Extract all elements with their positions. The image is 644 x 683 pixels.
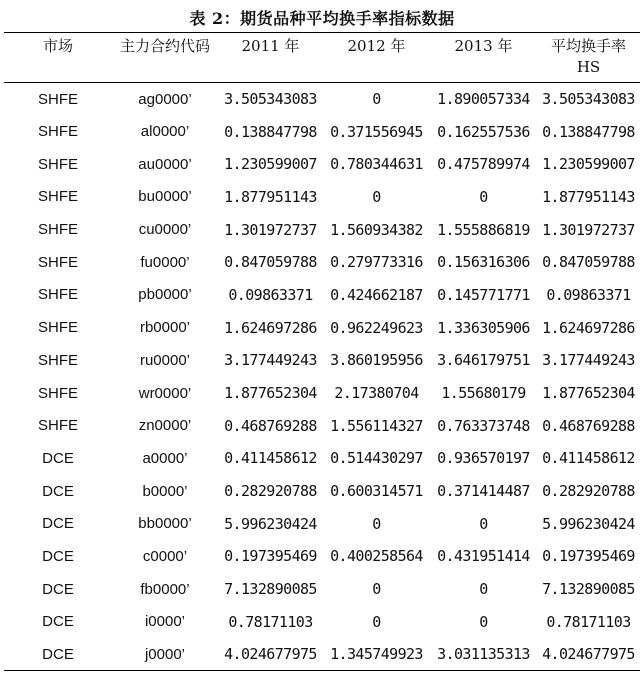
value-2012-cell: 1.556114327 bbox=[330, 416, 423, 435]
value-2013-cell: 0 bbox=[479, 514, 488, 533]
value-2012-cell: 0 bbox=[372, 90, 381, 109]
value-2011-cell: 0.468769288 bbox=[224, 416, 317, 435]
contract-code-cell: fb0000’ bbox=[140, 580, 190, 598]
contract-code-cell: wr0000’ bbox=[138, 384, 192, 402]
table-row bbox=[4, 344, 640, 377]
value-2013-cell: 0.763373748 bbox=[437, 416, 530, 435]
avg-turnover-cell: 1.877951143 bbox=[542, 187, 635, 206]
avg-turnover-cell: 0.468769288 bbox=[542, 416, 635, 435]
turnover-table bbox=[4, 32, 640, 671]
value-2012-cell: 0 bbox=[372, 580, 381, 599]
value-2011-cell: 1.301972737 bbox=[224, 220, 317, 239]
market-cell: SHFE bbox=[37, 155, 78, 173]
contract-code-cell: bb0000’ bbox=[138, 515, 192, 533]
market-cell: SHFE bbox=[37, 90, 78, 108]
contract-code-cell: pb0000’ bbox=[138, 286, 192, 304]
contract-code-cell: c0000’ bbox=[142, 547, 188, 565]
table-row bbox=[4, 148, 640, 181]
value-2012-cell: 0.600314571 bbox=[330, 482, 423, 501]
contract-code-cell: zn0000’ bbox=[138, 417, 192, 435]
table-row bbox=[4, 377, 640, 410]
value-2011-cell: 0.197395469 bbox=[224, 547, 317, 566]
value-2011-cell: 4.024677975 bbox=[224, 645, 317, 664]
table-row bbox=[4, 246, 640, 279]
avg-turnover-cell: 0.197395469 bbox=[542, 547, 635, 566]
market-cell: SHFE bbox=[37, 384, 78, 402]
avg-turnover-cell: 0.282920788 bbox=[542, 482, 635, 501]
market-cell: DCE bbox=[42, 515, 74, 533]
avg-turnover-cell: 5.996230424 bbox=[542, 514, 635, 533]
contract-code-cell: b0000’ bbox=[142, 482, 188, 500]
value-2013-cell: 1.55680179 bbox=[441, 384, 526, 403]
header-2013: 2013 年 bbox=[454, 37, 513, 55]
contract-code-cell: bu0000’ bbox=[138, 188, 192, 206]
value-2011-cell: 0.138847798 bbox=[224, 122, 317, 141]
value-2012-cell: 1.560934382 bbox=[330, 220, 423, 239]
table-row bbox=[4, 606, 640, 639]
market-cell: SHFE bbox=[37, 319, 78, 337]
contract-code-cell: ag0000’ bbox=[138, 90, 192, 108]
avg-turnover-cell: 1.877652304 bbox=[542, 384, 635, 403]
value-2011-cell: 7.132890085 bbox=[224, 580, 317, 599]
market-cell: DCE bbox=[42, 613, 74, 631]
value-2013-cell: 1.890057334 bbox=[437, 90, 530, 109]
avg-turnover-cell: 0.847059788 bbox=[542, 253, 635, 272]
value-2011-cell: 1.624697286 bbox=[224, 318, 317, 337]
value-2012-cell: 0.424662187 bbox=[330, 285, 423, 304]
table-caption: 表 2：期货品种平均换手率指标数据 bbox=[189, 9, 455, 28]
table-row bbox=[4, 638, 640, 671]
value-2013-cell: 1.555886819 bbox=[437, 220, 530, 239]
market-cell: SHFE bbox=[37, 351, 78, 369]
market-cell: SHFE bbox=[37, 286, 78, 304]
header-2012: 2012 年 bbox=[347, 37, 406, 55]
value-2013-cell: 0.162557536 bbox=[437, 122, 530, 141]
value-2013-cell: 0.145771771 bbox=[437, 285, 530, 304]
value-2013-cell: 0.431951414 bbox=[437, 547, 530, 566]
value-2013-cell: 0.156316306 bbox=[437, 253, 530, 272]
value-2011-cell: 1.877652304 bbox=[224, 384, 317, 403]
value-2011-cell: 3.505343083 bbox=[224, 90, 317, 109]
value-2011-cell: 1.230599007 bbox=[224, 155, 317, 174]
value-2011-cell: 0.847059788 bbox=[224, 253, 317, 272]
value-2012-cell: 2.17380704 bbox=[334, 384, 419, 403]
table-header-row bbox=[4, 33, 640, 83]
market-cell: SHFE bbox=[37, 188, 78, 206]
value-2012-cell: 0 bbox=[372, 514, 381, 533]
contract-code-cell: ru0000’ bbox=[139, 351, 191, 369]
value-2011-cell: 3.177449243 bbox=[224, 351, 317, 370]
value-2013-cell: 0.475789974 bbox=[437, 155, 530, 174]
header-contract-code: 主力合约代码 bbox=[119, 37, 210, 55]
value-2011-cell: 0.78171103 bbox=[228, 612, 313, 631]
header-2011: 2011 年 bbox=[241, 37, 300, 55]
table-row bbox=[4, 507, 640, 540]
contract-code-cell: a0000’ bbox=[142, 449, 188, 467]
value-2012-cell: 0 bbox=[372, 612, 381, 631]
contract-code-cell: j0000’ bbox=[144, 645, 186, 663]
table-row bbox=[4, 409, 640, 442]
contract-code-cell: rb0000’ bbox=[139, 319, 191, 337]
avg-turnover-cell: 7.132890085 bbox=[542, 580, 635, 599]
value-2013-cell: 0 bbox=[479, 580, 488, 599]
value-2013-cell: 1.336305906 bbox=[437, 318, 530, 337]
value-2011-cell: 0.09863371 bbox=[228, 285, 313, 304]
value-2011-cell: 0.411458612 bbox=[224, 449, 317, 468]
contract-code-cell: cu0000’ bbox=[138, 221, 192, 239]
value-2013-cell: 0 bbox=[479, 612, 488, 631]
value-2012-cell: 0.279773316 bbox=[330, 253, 423, 272]
value-2011-cell: 0.282920788 bbox=[224, 482, 317, 501]
table-row bbox=[4, 311, 640, 344]
avg-turnover-cell: 3.177449243 bbox=[542, 351, 635, 370]
value-2013-cell: 0 bbox=[479, 187, 488, 206]
market-cell: DCE bbox=[42, 645, 74, 663]
avg-turnover-cell: 1.230599007 bbox=[542, 155, 635, 174]
value-2013-cell: 3.646179751 bbox=[437, 351, 530, 370]
table-row bbox=[4, 540, 640, 573]
table-row bbox=[4, 573, 640, 606]
table-row bbox=[4, 442, 640, 475]
value-2012-cell: 0.400258564 bbox=[330, 547, 423, 566]
avg-turnover-cell: 0.78171103 bbox=[546, 612, 631, 631]
avg-turnover-cell: 0.09863371 bbox=[546, 285, 631, 304]
avg-turnover-cell: 1.301972737 bbox=[542, 220, 635, 239]
value-2011-cell: 5.996230424 bbox=[224, 514, 317, 533]
header-market: 市场 bbox=[42, 37, 73, 55]
value-2012-cell: 1.345749923 bbox=[330, 645, 423, 664]
value-2013-cell: 0.936570197 bbox=[437, 449, 530, 468]
value-2013-cell: 0.371414487 bbox=[437, 482, 530, 501]
market-cell: DCE bbox=[42, 482, 74, 500]
table-row bbox=[4, 83, 640, 116]
market-cell: SHFE bbox=[37, 253, 78, 271]
value-2012-cell: 0.514430297 bbox=[330, 449, 423, 468]
table-row bbox=[4, 213, 640, 246]
avg-turnover-cell: 3.505343083 bbox=[542, 90, 635, 109]
value-2013-cell: 3.031135313 bbox=[437, 645, 530, 664]
value-2012-cell: 0 bbox=[372, 187, 381, 206]
contract-code-cell: fu0000’ bbox=[140, 253, 190, 271]
table-row bbox=[4, 475, 640, 508]
contract-code-cell: au0000’ bbox=[138, 155, 192, 173]
avg-turnover-cell: 0.138847798 bbox=[542, 122, 635, 141]
table-row bbox=[4, 115, 640, 148]
contract-code-cell: i0000’ bbox=[144, 613, 186, 631]
table-row bbox=[4, 279, 640, 312]
market-cell: DCE bbox=[42, 547, 74, 565]
market-cell: DCE bbox=[42, 580, 74, 598]
avg-turnover-cell: 4.024677975 bbox=[542, 645, 635, 664]
value-2012-cell: 3.860195956 bbox=[330, 351, 423, 370]
avg-turnover-cell: 0.411458612 bbox=[542, 449, 635, 468]
market-cell: SHFE bbox=[37, 123, 78, 141]
value-2012-cell: 0.780344631 bbox=[330, 155, 423, 174]
contract-code-cell: al0000’ bbox=[140, 123, 190, 141]
table-row bbox=[4, 181, 640, 214]
avg-turnover-cell: 1.624697286 bbox=[542, 318, 635, 337]
header-avg-turnover: 平均换手率 HS bbox=[550, 37, 626, 76]
value-2012-cell: 0.962249623 bbox=[330, 318, 423, 337]
market-cell: SHFE bbox=[37, 417, 78, 435]
market-cell: DCE bbox=[42, 449, 74, 467]
value-2011-cell: 1.877951143 bbox=[224, 187, 317, 206]
market-cell: SHFE bbox=[37, 221, 78, 239]
value-2012-cell: 0.371556945 bbox=[330, 122, 423, 141]
